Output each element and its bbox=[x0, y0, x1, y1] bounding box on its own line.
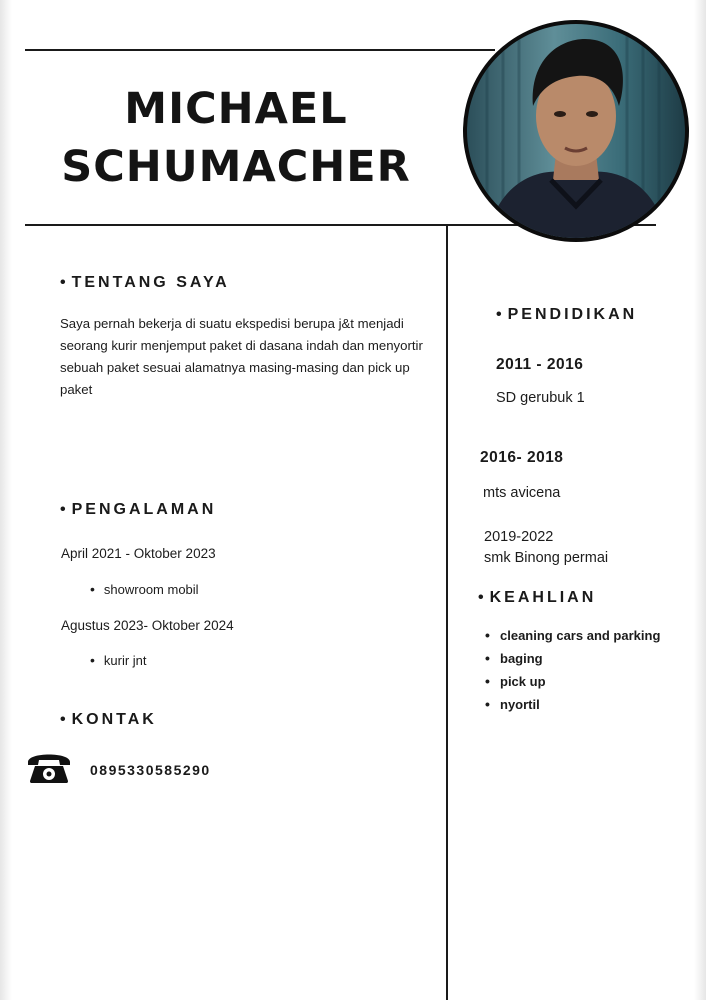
telephone-icon bbox=[26, 750, 72, 784]
experience-heading: • PENGALAMAN bbox=[60, 501, 217, 518]
top-rule bbox=[25, 49, 495, 51]
education-school: SD gerubuk 1 bbox=[496, 390, 585, 406]
phone-number[interactable]: 0895330585290 bbox=[90, 762, 211, 778]
experience-period: April 2021 - Oktober 2023 bbox=[61, 546, 216, 561]
profile-photo bbox=[463, 20, 689, 242]
experience-period: Agustus 2023- Oktober 2024 bbox=[61, 618, 234, 633]
skill-item: • baging bbox=[485, 647, 665, 670]
education-years: 2016- 2018 bbox=[480, 449, 564, 466]
skills-list bbox=[485, 624, 665, 716]
skills-heading: • KEAHLIAN bbox=[478, 589, 597, 606]
page-shadow-right bbox=[694, 0, 706, 1000]
education-heading: • PENDIDIKAN bbox=[496, 306, 638, 323]
last-name: SCHUMACHER bbox=[61, 142, 411, 192]
skill-item: • pick up bbox=[485, 670, 665, 693]
education-school: mts avicena bbox=[483, 485, 561, 501]
page-shadow-left bbox=[0, 0, 12, 1000]
skill-item: • nyortil bbox=[485, 693, 665, 716]
contact-heading: • KONTAK bbox=[60, 711, 157, 728]
column-divider bbox=[446, 225, 448, 1000]
about-text: Saya pernah bekerja di suatu ekspedisi berupa j&t menjadi seorang kurir menjemput paket di dasana indah dan menyortir sebuah paket sesuai alamatnya masing-masing dan pick up paket bbox=[60, 316, 423, 397]
experience-role: • kurir jnt bbox=[90, 652, 147, 668]
first-name: MICHAEL bbox=[124, 84, 348, 134]
skill-item: • cleaning cars and parking bbox=[485, 624, 665, 647]
about-heading: • TENTANG SAYA bbox=[60, 274, 230, 291]
education-years: 2019-2022 bbox=[484, 529, 554, 545]
education-years: 2011 - 2016 bbox=[496, 356, 584, 373]
education-school: smk Binong permai bbox=[484, 550, 609, 566]
resume-name bbox=[56, 80, 416, 196]
experience-role: • showroom mobil bbox=[90, 581, 199, 597]
